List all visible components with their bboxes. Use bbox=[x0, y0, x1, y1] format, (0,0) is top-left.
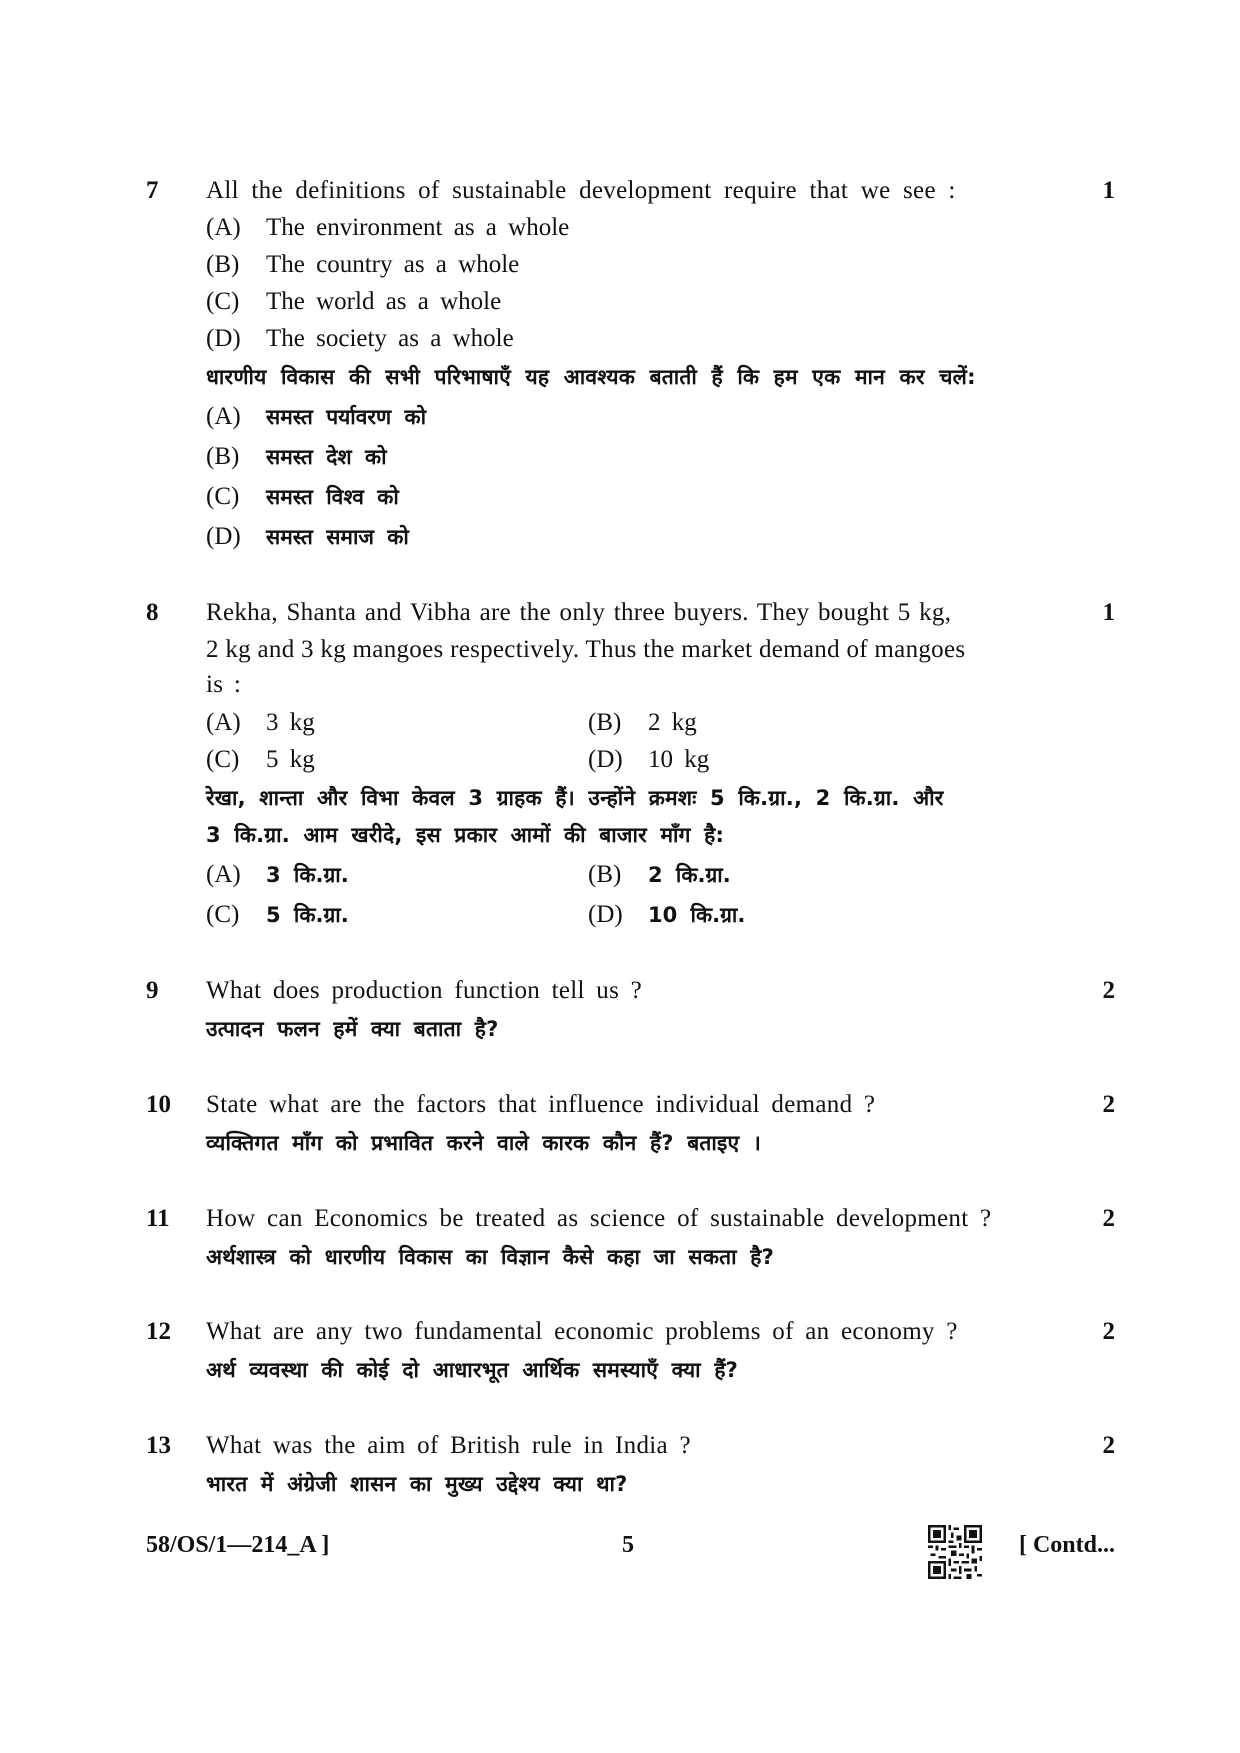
question-text: How can Economics be treated as science of sustainable development ? bbox=[206, 1205, 992, 1232]
question-text-hindi: अर्थशास्त्र को धारणीय विकास का विज्ञान कैसे कहा जा सकता है? bbox=[206, 1245, 775, 1269]
question-text: What are any two fundamental economic problems of an economy ? bbox=[206, 1318, 958, 1345]
question-text: What does production function tell us ? bbox=[206, 977, 643, 1004]
option-c-hindi: (C) 5 कि.ग्रा. bbox=[206, 901, 349, 928]
question-text-hindi: व्यक्तिगत माँग को प्रभावित करने वाले कारक कौन हैं? बताइए । bbox=[206, 1131, 761, 1155]
question-text-line-2: 2 kg and 3 kg mangoes respectively. Thus the market demand of mangoes bbox=[206, 636, 966, 663]
question-number: 13 bbox=[146, 1432, 171, 1459]
question-number: 10 bbox=[146, 1091, 171, 1118]
page-number: 5 bbox=[622, 1532, 634, 1558]
question-text-hindi: धारणीय विकास की सभी परिभाषाएँ यह आवश्यक बताती हैं कि हम एक मान कर चलें: bbox=[206, 365, 976, 389]
option-a-hindi: (A) समस्त पर्यावरण को bbox=[206, 403, 427, 430]
option-b: (B) The country as a whole bbox=[206, 251, 520, 278]
option-a: (A) The environment as a whole bbox=[206, 214, 570, 241]
option-d: (D) 10 kg bbox=[588, 746, 710, 773]
question-number: 11 bbox=[146, 1205, 170, 1232]
continued-label: [ Contd... bbox=[1018, 1532, 1115, 1558]
question-text-line-3: is : bbox=[206, 671, 242, 698]
option-c-hindi: (C) समस्त विश्व को bbox=[206, 483, 399, 510]
question-marks: 2 bbox=[1102, 1318, 1115, 1345]
page-footer bbox=[0, 1525, 1240, 1585]
option-a-hindi: (A) 3 कि.ग्रा. bbox=[206, 861, 349, 888]
question-marks: 2 bbox=[1102, 1205, 1115, 1232]
question-text-hindi: उत्पादन फलन हमें क्या बताता है? bbox=[206, 1017, 499, 1041]
option-b-hindi: (B) 2 कि.ग्रा. bbox=[588, 861, 731, 888]
question-marks: 1 bbox=[1102, 599, 1115, 626]
question-number: 7 bbox=[146, 177, 159, 204]
paper-code: 58/OS/1—214_A ] bbox=[146, 1532, 330, 1558]
option-d-hindi: (D) समस्त समाज को bbox=[206, 523, 409, 550]
option-a: (A) 3 kg bbox=[206, 709, 315, 736]
option-b: (B) 2 kg bbox=[588, 709, 697, 736]
question-text-line-1: Rekha, Shanta and Vibha are the only three buyers. They bought 5 kg, bbox=[206, 599, 952, 626]
question-number: 12 bbox=[146, 1318, 171, 1345]
question-text-hindi-line-1: रेखा, शान्ता और विभा केवल 3 ग्राहक हैं। उन्होंने क्रमशः 5 कि.ग्रा., 2 कि.ग्रा. और bbox=[206, 786, 944, 810]
option-c: (C) The world as a whole bbox=[206, 288, 502, 315]
option-c: (C) 5 kg bbox=[206, 746, 315, 773]
question-marks: 2 bbox=[1102, 977, 1115, 1004]
option-d-hindi: (D) 10 कि.ग्रा. bbox=[588, 901, 746, 928]
question-text: What was the aim of British rule in India ? bbox=[206, 1432, 691, 1459]
qr-code-icon bbox=[928, 1525, 982, 1579]
question-marks: 2 bbox=[1102, 1091, 1115, 1118]
question-text-hindi-line-2: 3 कि.ग्रा. आम खरीदे, इस प्रकार आमों की बाजार माँग है: bbox=[206, 823, 725, 847]
question-marks: 1 bbox=[1102, 177, 1115, 204]
option-b-hindi: (B) समस्त देश को bbox=[206, 443, 387, 470]
option-d: (D) The society as a whole bbox=[206, 325, 514, 352]
question-text: State what are the factors that influence individual demand ? bbox=[206, 1091, 876, 1118]
question-text-hindi: भारत में अंग्रेजी शासन का मुख्य उद्देश्य क्या था? bbox=[206, 1472, 628, 1496]
question-number: 8 bbox=[146, 599, 159, 626]
question-marks: 2 bbox=[1102, 1432, 1115, 1459]
question-text: All the definitions of sustainable development require that we see : bbox=[206, 177, 956, 204]
question-text-hindi: अर्थ व्यवस्था की कोई दो आधारभूत आर्थिक समस्याएँ क्या हैं? bbox=[206, 1358, 739, 1382]
question-number: 9 bbox=[146, 977, 159, 1004]
